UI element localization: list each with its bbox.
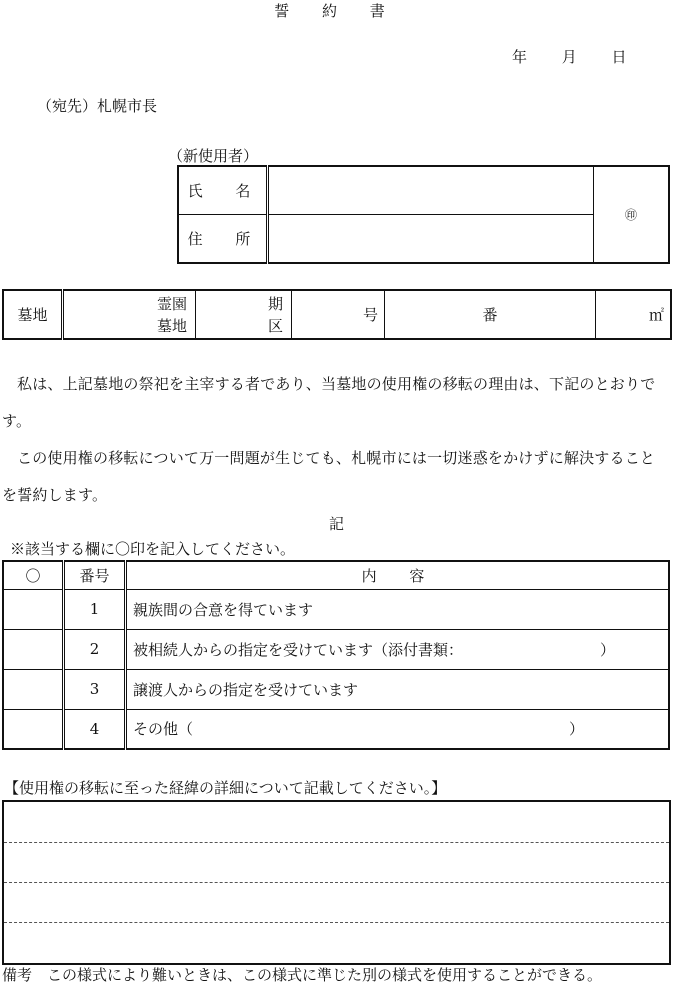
addressee: （宛先）札幌市長 <box>37 97 158 115</box>
row-text: 譲渡人からの指定を受けています <box>133 680 359 699</box>
ban-label: 番 <box>482 306 498 324</box>
date-line: 年 月 日 <box>512 48 627 66</box>
header-number: 番号 <box>64 561 126 589</box>
table-row <box>3 669 669 709</box>
table-row <box>3 709 669 749</box>
circle-cell[interactable] <box>3 629 64 669</box>
row-content <box>126 589 670 629</box>
row-suffix: ） <box>599 640 615 659</box>
grave-table <box>2 289 672 340</box>
pledge-paragraph-1: 私は、上記墓地の祭祀を主宰する者であり、当墓地の使用権の移転の理由は、下記のとおりです。 <box>2 375 656 430</box>
row-text: 被相続人からの指定を受けています（添付書類： <box>133 640 464 659</box>
circle-cell[interactable] <box>3 669 64 709</box>
grave-label: 墓地 <box>3 290 63 339</box>
seal-mark: ㊞ <box>594 166 670 263</box>
pledge-paragraph-2: この使用権の移転について万一問題が生じても、札幌市には一切迷惑をかけずに解決することを誓約します。 <box>2 449 656 504</box>
ban-field[interactable] <box>385 290 596 339</box>
document-title: 誓 約 書 <box>274 2 399 20</box>
go-field[interactable] <box>292 290 385 339</box>
header-content: 内 容 <box>126 561 670 589</box>
circle-cell[interactable] <box>3 589 64 629</box>
ki-ku-field[interactable] <box>196 290 292 339</box>
area-unit-label: ㎡ <box>648 306 664 324</box>
dashed-rule <box>4 882 669 883</box>
area-field[interactable] <box>596 290 672 339</box>
table-row <box>3 589 669 629</box>
row-suffix: ） <box>568 720 584 739</box>
new-user-label: （新使用者） <box>168 147 259 165</box>
circle-cell[interactable] <box>3 709 64 749</box>
reien-field[interactable] <box>63 290 196 339</box>
header-circle: 〇 <box>3 561 64 589</box>
row-number: 3 <box>64 669 126 709</box>
dashed-rule <box>4 922 669 923</box>
bochi-label: 墓地 <box>156 316 187 335</box>
row-text: 親族間の合意を得ています <box>133 600 314 619</box>
name-field[interactable] <box>268 166 594 215</box>
row-number: 1 <box>64 589 126 629</box>
row-number: 2 <box>64 629 126 669</box>
row-content[interactable] <box>126 629 670 669</box>
dashed-rule <box>4 842 669 843</box>
table-row <box>3 629 669 669</box>
row-content[interactable] <box>126 709 670 749</box>
ki-label: 期 <box>267 294 283 313</box>
detail-label: 【使用権の移転に至った経緯の詳細について記載してください。】 <box>4 779 447 797</box>
address-label: 住 所 <box>178 215 268 264</box>
address-field[interactable] <box>268 215 594 264</box>
row-text: その他（ <box>133 720 194 739</box>
ku-label: 区 <box>267 316 283 335</box>
remark-note: 備考 この様式により難いときは、この様式に準じた別の様式を使用することができる。 <box>2 966 603 984</box>
new-user-table <box>177 165 670 264</box>
instruction-note: ※該当する欄に〇印を記入してください。 <box>10 540 296 558</box>
ki-heading: 記 <box>328 515 344 533</box>
go-label: 号 <box>362 306 378 324</box>
row-content <box>126 669 670 709</box>
name-label: 氏 名 <box>178 166 268 215</box>
row-number: 4 <box>64 709 126 749</box>
reien-label: 霊園 <box>156 294 187 313</box>
detail-textarea[interactable] <box>2 800 671 965</box>
options-table <box>2 560 670 750</box>
